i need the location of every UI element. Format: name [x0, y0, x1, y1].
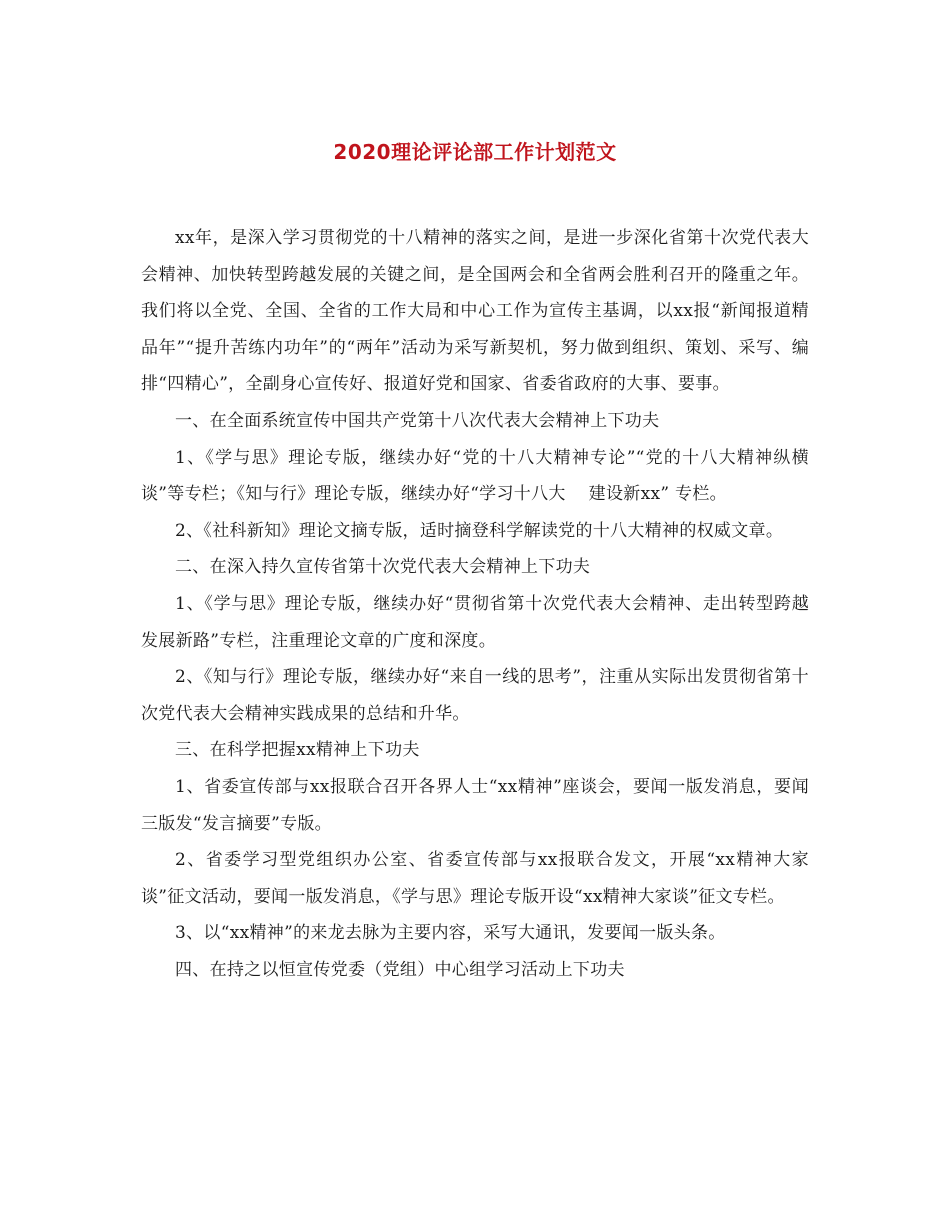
- document-body: [141, 220, 809, 988]
- list-item: 2、《社科新知》理论文摘专版，适时摘登科学解读党的十八大精神的权威文章。: [175, 520, 784, 541]
- document-title: 2020理论评论部工作计划范文: [333, 140, 617, 164]
- list-item: 1、《学与思》理论专版，继续办好“贯彻省第十次党代表大会精神、走出转型跨越发展新路”专栏，注重理论文章的广度和深度。: [141, 593, 809, 651]
- section-heading-1: 一、在全面系统宣传中国共产党第十八次代表大会精神上下功夫: [175, 410, 660, 431]
- list-item: 2、省委学习型党组织办公室、省委宣传部与xx报联合发文，开展“xx精神大家谈”征文活动，要闻一版发消息，《学与思》理论专版开设“xx精神大家谈”征文专栏。: [141, 850, 809, 907]
- section-heading-4: 四、在持之以恒宣传党委（党组）中心组学习活动上下功夫: [175, 959, 625, 980]
- list-item: 3、以“xx精神”的来龙去脉为主要内容，采写大通讯，发要闻一版头条。: [175, 923, 726, 944]
- section-heading-2: 二、在深入持久宣传省第十次党代表大会精神上下功夫: [175, 557, 591, 578]
- section-heading-3: 三、在科学把握xx精神上下功夫: [175, 740, 420, 761]
- paragraph-intro: xx年，是深入学习贯彻党的十八精神的落实之间，是进一步深化省第十次党代表大会精神、加快转型跨越发展的关键之间，是全国两会和全省两会胜利召开的隆重之年。我们将以全党、全国、全省的工作大局和中心工作为宣传主基调，以xx报“新闻报道精品年”“提升苦练内功年”的“两年”活动为采写新契机，努力做到组织、策划、采写、编排“四精心”，全副身心宣传好、报道好党和国家、省委省政府的大事、要事。: [141, 228, 809, 395]
- list-item: 2、《知与行》理论专版，继续办好“来自一线的思考”，注重从实际出发贯彻省第十次党代表大会精神实践成果的总结和升华。: [141, 667, 809, 724]
- list-item: 1、省委宣传部与xx报联合召开各界人士“xx精神”座谈会，要闻一版发消息，要闻三版发“发言摘要”专版。: [141, 776, 809, 834]
- list-item: 1、《学与思》理论专版，继续办好“党的十八大精神专论”“党的十八大精神纵横谈”等专栏；《知与行》理论专版，继续办好“学习十八大 建设新xx” 专栏。: [141, 447, 809, 505]
